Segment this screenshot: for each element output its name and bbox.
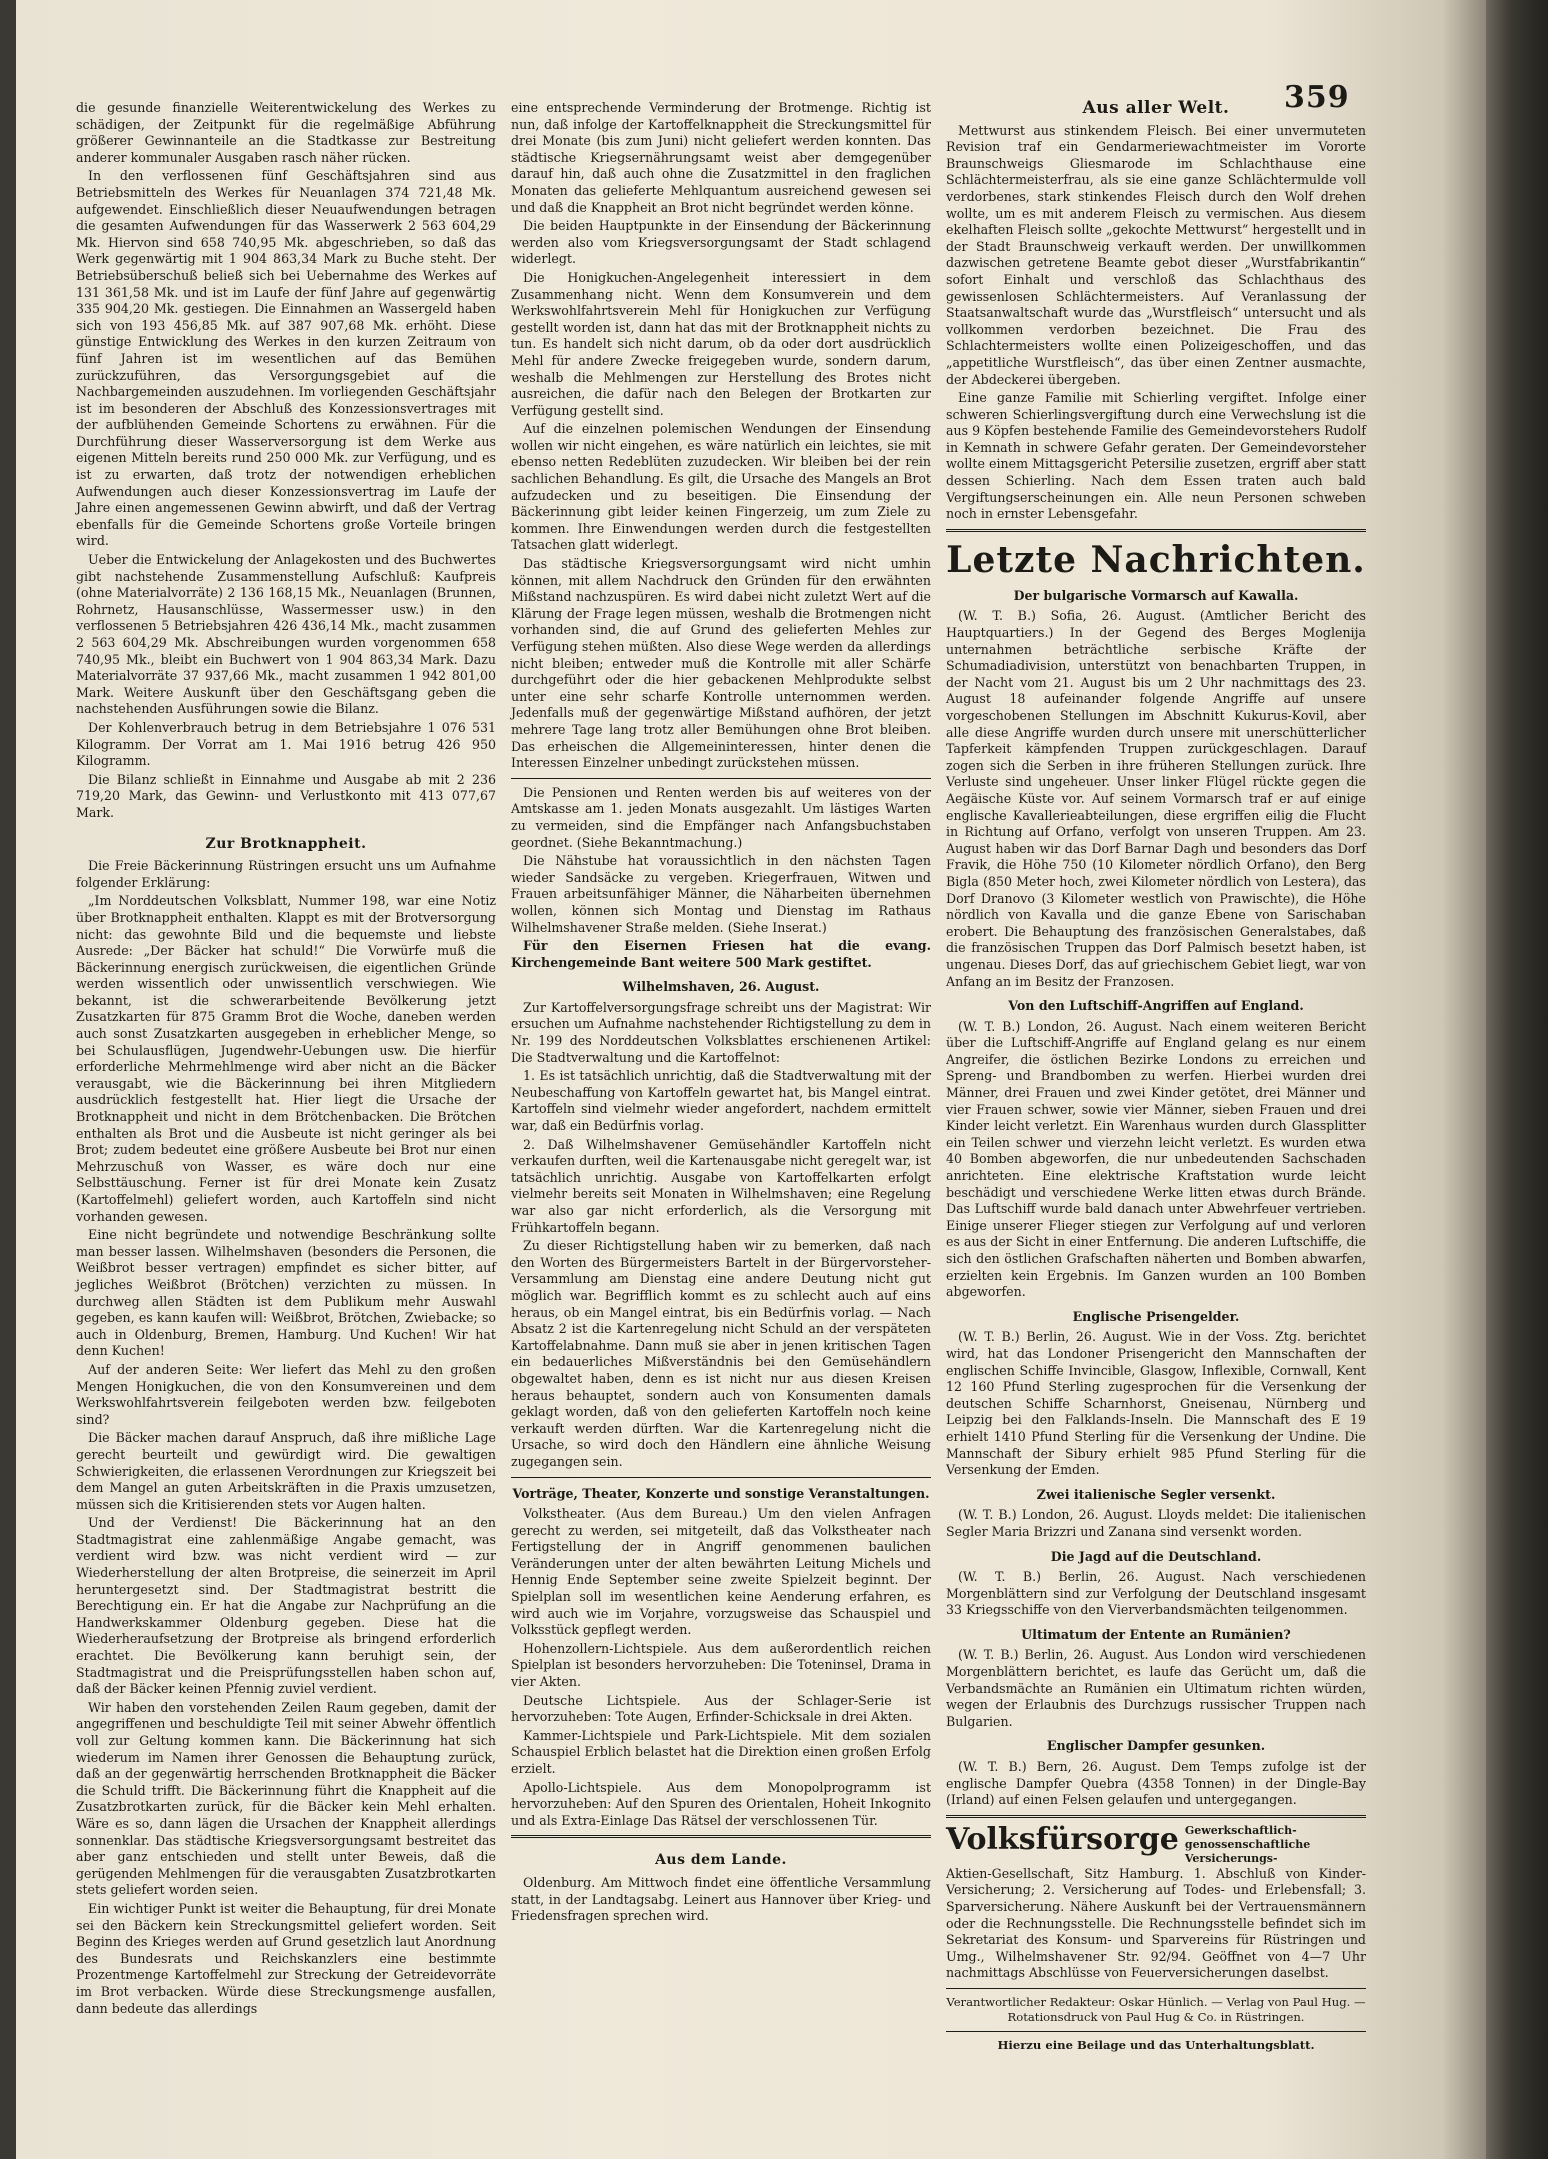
news-item-text: (W. T. B.) Berlin, 26. August. Wie in der Voss. Ztg. berichtet wird, hat das Londoner Prisengericht den Mannschaften der englischen Schiffe Invincible, Glasgow, Inflexible, Cornwall, Kent 12 160 Pfund Sterling zugesprochen für die Versenkung der deutschen Schiffe Scharnhorst, Gneisenau, Nürnberg und Leipzig bei den Falklands-Inseln. Die Mannschaft des E 19 erhielt 1410 Pfund Sterling für die Versenkung der Undine. Die Mannschaft der Sibury erhielt 985 Pfund Sterling für die Versenkung der Emden.	[946, 1329, 1366, 1478]
newspaper-page	[16, 0, 1486, 2159]
news-item-text: (W. T. B.) Berlin, 26. August. Nach verschiedenen Morgenblättern sind zur Verfolgung der Deutschland insgesamt 33 Kriegsschiffe von den Vierverbandsmächten teilgenommen.	[946, 1569, 1366, 1618]
news-item-title: Englischer Dampfer gesunken.	[1046, 1738, 1266, 1754]
local-note: Die Nähstube hat voraussichtlich in den nächsten Tagen wieder Sandsäcke zu vergeben. Kriegerfrauen, Witwen und Frauen arbeitsunfähiger Männer, die Näharbeiten übernehmen wollen, können sich Montag und Dienstag im Rathaus Wilhelmshavener Straße melden. (Siehe Inserat.)	[511, 853, 931, 935]
article-paragraph: Die Honigkuchen-Angelegenheit interessiert in dem Zusammenhang nicht. Wenn dem Konsumverein und dem Werkswohlfahrtsverein Mehl für Honigkuchen zur Verfügung gestellt worden ist, dann hat das mit der Brotknappheit nichts zu tun. Es handelt sich nicht darum, ob da oder dort ausdrücklich Mehl für andere Zwecke freigegeben wurde, sondern darum, weshalb die Mehlmengen zur Herstellung des Brotes nicht ausreichen, die dafür nach den Belegen der Brotkarten zur Verfügung gestellt sind.	[511, 269, 931, 418]
scan-border-left	[0, 0, 16, 2159]
column-1	[76, 100, 496, 2019]
article-paragraph: Eine ganze Familie mit Schierling vergiftet. Infolge einer schweren Schierlingsvergiftung durch eine Verwechslung ist die aus 9 Köpfen bestehende Familie des Gemeindevorstehers Rudolf in Kemnath in schwere Gefahr geraten. Der Gemeindevorsteher wollte einem Mittagsgericht Petersilie zusetzen, ergriff aber statt dessen Schierling. Nach dem Essen traten auch bald Vergiftungserscheinungen ein. Alle neun Personen schweben noch in ernster Lebensgefahr.	[946, 390, 1366, 522]
article-paragraph: Ein wichtiger Punkt ist weiter die Behauptung, für drei Monate sei den Bäckern kein Streckungsmittel geliefert worden. Seit Beginn des Krieges werden auf Grund gesetzlich laut Anordnung des Bundesrats und Reichskanzlers eine bestimmte Prozentmenge Kartoffelmehl zur Streckung der Getreidevorräte im Brot verbacken. Würde diese Streckungsmenge ausfallen, dann bedeute das allerdings	[76, 1900, 496, 2016]
section-heading-brot: Zur Brotknappheit.	[205, 835, 367, 852]
article-paragraph: Die Bilanz schließt in Einnahme und Ausgabe ab mit 2 236 719,20 Mark, das Gewinn- und Verlustkonto mit 413 077,67 Mark.	[76, 771, 496, 820]
article-paragraph: Zu dieser Richtigstellung haben wir zu bemerken, daß nach den Worten des Bürgermeisters Bartelt in der Bürgervorsteher-Versammlung am Dienstag eine andere Deutung nicht gut möglich war. Begrifflich kommt es zu schlecht auch auf eins heraus, ob ein Mangel eintrat, bis ein Bedürfnis vorlag. — Nach Absatz 2 ist die Kartenregelung nicht Schuld an der verspäteten Kartoffelabnahme. Dann muß sie aber in jenen kritischen Tagen ein bedauerliches Mißverständnis bei den Gemüsehändlern obgewaltet haben, denn es ist nicht nur aus diesen Kreisen heraus behauptet, sondern auch von Konsumenten damals geklagt worden, daß von den gelieferten Kartoffeln noch keine verkauft werden dürften. War die Kartenregelung nicht die Ursache, so wird doch den Händlern eine ähnliche Weisung zugegangen sein.	[511, 1238, 931, 1469]
article-paragraph: 2. Daß Wilhelmshavener Gemüsehändler Kartoffeln nicht verkaufen durften, weil die Kartenausgabe nicht geregelt war, ist tatsächlich unrichtig. Ausgabe von Kartoffelkarten erfolgt vielmehr bereits seit Monaten in Wilhelmshaven; eine Regelung war also gar nicht erforderlich, als die Versorgung mit Frühkartoffeln begann.	[511, 1136, 931, 1235]
news-item-title: Der bulgarische Vormarsch auf Kawalla.	[1013, 587, 1299, 603]
article-paragraph: Die beiden Hauptpunkte in der Einsendung der Bäckerinnung werden also vom Kriegsversorgungsamt der Stadt schlagend widerlegt.	[511, 218, 931, 267]
news-item-text: (W. T. B.) Bern, 26. August. Dem Temps zufolge ist der englische Dampfer Quebra (4358 Tonnen) in der Dingle-Bay (Irland) auf einen Felsen gelaufen und untergegangen.	[946, 1759, 1366, 1808]
article-paragraph: eine entsprechende Verminderung der Brotmenge. Richtig ist nun, daß infolge der Kartoffelknappheit die Streckungsmittel für drei Monate (bis zum Juni) nicht geliefert werden konnten. Das städtische Kriegsernährungsamt weist aber demgegenüber darauf hin, daß auch ohne die Zusatzmittel in den fraglichen Monaten das gelieferte Mehlquantum ausreichend gewesen sei und daß die Knappheit an Brot nicht begründet werden könne.	[511, 100, 931, 215]
article-paragraph: Oldenburg. Am Mittwoch findet eine öffentliche Versammlung statt, in der Landtagsabg. Leinert aus Hannover über Krieg- und Friedensfragen sprechen wird.	[511, 1874, 931, 1924]
news-item-text: (W. T. B.) Sofia, 26. August. (Amtlicher Bericht des Hauptquartiers.) In der Gegend des Berges Moglenija unternahmen beträchtliche serbische Kräfte der Schumadiadivision, unterstützt von benachbarten Truppen, in der Nacht vom 21. August bis um 2 Uhr nachmittags des 23. August 18 aufeinander folgende Angriffe auf unsere vorgeschobenen Stellungen im Abschnitt Kukurus-Kovil, aber alle diese Angriffe wurden durch unsere mit unerschütterlicher Tapferkeit kämpfenden Truppen zurückgeschlagen. Darauf zogen sich die Serben in ihre früheren Stellungen zurück. Ihre Verluste sind ungeheuer. Unser linker Flügel rückte gegen die Aegäische Küste vor. Auf seinem Vormarsch traf er auf einige englische Kavallerieabteilungen, diese ergriffen eilig die Flucht in Richtung auf Orfano, verfolgt von unseren Truppen. Am 23. August haben wir das Dorf Barnar Dagh und besonders das Dorf Fravik, die Höhe 750 (10 Kilometer nördlich Orfano), den Berg Bigla (850 Meter hoch, zwei Kilometer nördlich von Lestera), das Dorf Dranovo (3 Kilometer westlich von Prawischte), die Höhe nördlich von Kavalla und die ganze Ebene von Sarischaban erobert. Die Behauptung des französischen Generalstabes, daß die französischen Truppen das Dorf Palmisch besetzt haben, ist ungenau. Dieses Dorf, das auf griechischem Gebiet liegt, war von Anfang an im Besitz der Franzosen.	[946, 608, 1366, 989]
news-item-title: Die Jagd auf die Deutschland.	[1050, 1548, 1262, 1564]
page-number: 359	[1284, 80, 1350, 115]
divider	[946, 529, 1366, 532]
article-paragraph: Volkstheater. (Aus dem Bureau.) Um den vielen Anfragen gerecht zu werden, sei mitgeteilt, daß das Volkstheater nach Fertigstellung der in Angriff genommenen baulichen Veränderungen unter der alten bewährten Leitung Michels und Hennig Ende September seine zweite Spielzeit beginnt. Der Spielplan soll im wesentlichen keine Aenderung erfahren, es wird auch wie im Vorjahre, vorzugsweise das Schauspiel und Volksstück gepflegt werden.	[511, 1506, 931, 1638]
article-paragraph: Das städtische Kriegsversorgungsamt wird nicht umhin können, mit allem Nachdruck den Gründen für den erwähnten Mißstand nachzuspüren. Es wird dabei nicht zuletzt Wert auf die Klärung der Frage legen müssen, weshalb die Brotmengen nicht vorhanden sind, die auf Grund des gelieferten Mehles zur Verfügung stehen müßten. Also diese Wege werden da allerdings nicht bleiben; entweder muß die Kontrolle mit aller Schärfe durchgeführt oder die hier gebackenen Mehlprodukte selbst unter eine sehr scharfe Kontrolle unternommen werden. Jedenfalls muß der gegenwärtige Mißstand aufhören, der jetzt mehrere Tage lang trotz aller Bemühungen ohne Brot bleiben. Das erheischen die Allgemeininteressen, hinter denen die Interessen Einzelner unbedingt zurückstehen müssen.	[511, 556, 931, 771]
article-paragraph: Deutsche Lichtspiele. Aus der Schlager-Serie ist hervorzuheben: Tote Augen, Erfinder-Schicksale in drei Akten.	[511, 1692, 931, 1725]
supplement-note: Hierzu eine Beilage und das Unterhaltungsblatt.	[997, 2037, 1315, 2052]
book-spine	[1486, 0, 1548, 2159]
news-item-title: Zwei italienische Segler versenkt.	[1036, 1486, 1276, 1502]
article-paragraph: In den verflossenen fünf Geschäftsjahren sind aus Betriebsmitteln des Werkes für Neuanlagen 374 721,48 Mk. aufgewendet. Einschließlich dieser Neuaufwendungen betragen die gesamten Aufwendungen für das Wasserwerk 2 563 604,29 Mk. Hiervon sind 658 740,95 Mk. abgeschrieben, so daß das Werk gegenwärtig mit 1 904 863,34 Mark zu Buche steht. Der Betriebsüberschuß beließ sich bei Uebernahme des Werkes auf 131 361,58 Mk. und ist im Laufe der fünf Jahre auf gegenwärtig 335 904,20 Mk. gestiegen. Die Einnahmen an Wassergeld haben sich von 193 456,85 Mk. auf 387 907,68 Mk. erhöht. Diese günstige Entwicklung des Werkes in den kurzen Zeitraum von fünf Jahren ist im wesentlichen auf das Bemühen zurückzuführen, das Versorgungsgebiet auf die Nachbargemeinden auszudehnen. Im vorliegenden Geschäftsjahr ist im besonderen der Abschluß des Konzessionsvertrages mit der aufblühenden Gemeinde Schortens zu erwähnen. Für die Durchführung dieser Wasserversorgung ist dem Werke aus eigenen Mitteln bereits rund 250 000 Mk. zur Verfügung, und es ist zu erwarten, daß trotz der notwendigen erheblichen Aufwendungen auch dieser Konzessionsvertrag im Laufe der Jahre einen angemessenen Gewinn abwirft, und daß der Vertrag ebenfalls für die Gemeinde Schortens große Vorteile bringen wird.	[76, 168, 496, 549]
article-paragraph: Der Kohlenverbrauch betrug in dem Betriebsjahre 1 076 531 Kilogramm. Der Vorrat am 1. Mai 1916 betrug 426 950 Kilogramm.	[76, 719, 496, 769]
dateline-date: 26. August.	[738, 979, 820, 995]
news-item-text: (W. T. B.) London, 26. August. Nach einem weiteren Bericht über die Luftschiff-Angriffe auf England gelang es nur einem Angreifer, die östlichen Bezirke Londons zu erreichen und Spreng- und Brandbomben zu werfen. Hierbei wurden drei Männer, drei Frauen und zwei Kinder getötet, drei Männer und vier Frauen schwer, sowie vier Männer, sieben Frauen und drei Kinder leicht verletzt. Ein Warenhaus wurden durch Glassplitter ein Teilen schwer und vierzehn leicht verletzt. Es wurden etwa 40 Bomben abgeworfen, die nur unbedeutenden Sachschaden anrichteten. Eine elektrische Kraftstation wurde leicht beschädigt und verschiedene Werke litten etwas durch Brände. Das Luftschiff wurde bald danach unter Abwehrfeuer vertrieben. Einige unserer Flieger stiegen zur Verfolgung auf und verloren es aus der Sicht in einer Entfernung. Die anderen Luftschiffe, die sich den östlichen Grafschaften näherten und Bomben abwarfen, erzielten kein Ergebnis. Im Ganzen wurden an 100 Bomben abgeworfen.	[946, 1018, 1366, 1300]
article-paragraph: Apollo-Lichtspiele. Aus dem Monopolprogramm ist hervorzuheben: Auf den Spuren des Orientalen, Hoheit Inkognito und als Extra-Einlage Das Rätsel der verschlossenen Tür.	[511, 1779, 931, 1828]
volksfuersorge-ad-text: Aktien-Gesellschaft, Sitz Hamburg. 1. Abschluß von Kinder-Versicherung; 2. Versicherung auf Todes- und Erlebensfall; 3. Sparversicherung. Nähere Auskunft bei der Vertrauensmännern oder die Rechnungsstelle. Die Rechnungsstelle befindet sich im Sekretariat des Konsum- und Sparvereins für Rüstringen und Umg., Wilhelmshavener Str. 92/94. Geöffnet von 4—7 Uhr nachmittags Abschlüsse von Feuerversicherungen daselbst.	[946, 1865, 1366, 1981]
volksfuersorge-logo: Volksfürsorge	[946, 1821, 1179, 1857]
article-paragraph: Zur Kartoffelversorgungsfrage schreibt uns der Magistrat: Wir ersuchen um Aufnahme nachstehender Richtigstellung zu dem in Nr. 199 des Norddeutschen Volksblattes erschienenen Artikel: Die Stadtverwaltung und die Kartoffelnot:	[511, 999, 931, 1065]
section-heading-vortraege: Vorträge, Theater, Konzerte und sonstige Veranstaltungen.	[512, 1485, 930, 1501]
article-paragraph: 1. Es ist tatsächlich unrichtig, daß die Stadtverwaltung mit der Neubeschaffung von Kartoffeln gewartet hat, bis Mangel eintrat. Kartoffeln sind vielmehr wieder angefordert, nachdem ermittelt war, daß ein Bedürfnis vorlag.	[511, 1068, 931, 1134]
divider	[946, 1988, 1366, 1989]
imprint: Verantwortlicher Redakteur: Oskar Hünlich. — Verlag von Paul Hug. — Rotationsdruck von Paul Hug & Co. in Rüstringen.	[946, 1994, 1366, 2024]
article-paragraph: die gesunde finanzielle Weiterentwickelung des Werkes zu schädigen, der Zeitpunkt für die regelmäßige Abführung größerer Gewinnanteile an die Stadtkasse zur Bestreitung anderer kommunaler Ausgaben rasch näher rücken.	[76, 100, 496, 165]
divider	[946, 1815, 1366, 1818]
article-paragraph: Mettwurst aus stinkendem Fleisch. Bei einer unvermuteten Revision traf ein Gendarmeriewachtmeister im Vororte Braunschweigs Gliesmarode im Schlachthause eine Schlächtermeisterfrau, als sie eine ganze Schlächtermulde voll verdorbenes, stark stinkendes Fleisch durch den Wolf drehen wollte, um es mit anderem Fleisch zu vermischen. Aus diesem ekelhaften Fleisch sollte „gekochte Mettwurst“ hergestellt und in der Stadt Braunschweig verkauft werden. Der unwillkommen dazwischen getretene Beamte gebot dieser „Wurstfabrikantin“ sofort Einhalt und verschloß das Schlachthaus des gewissenlosen Schlächtermeisters. Auf Veranlassung der Staatsanwaltschaft wurde das „Wurstfleisch“ untersucht und als vollkommen verdorben bezeichnet. Die Frau des Schlachtermeisters wollte einen Polizeigeschoffen, und das „appetitliche Wurstfleisch“, das über einen Zentner ausmachte, der Abdeckerei übergeben.	[946, 122, 1366, 387]
section-heading-welt: Aus aller Welt.	[1082, 98, 1230, 118]
article-paragraph: Auf der anderen Seite: Wer liefert das Mehl zu den großen Mengen Honigkuchen, die von den Konsumvereinen und dem Werkswohlfahrtsverein feilgeboten werden bzw. feilgeboten sind?	[76, 1361, 496, 1427]
news-item-title: Englische Prisengelder.	[1072, 1308, 1240, 1324]
news-item-text: (W. T. B.) London, 26. August. Lloyds meldet: Die italienischen Segler Maria Brizzri und Zanana sind versenkt worden.	[946, 1507, 1366, 1539]
dateline-place: Wilhelmshaven,	[622, 979, 735, 995]
dateline	[511, 979, 931, 996]
article-paragraph: Und der Verdienst! Die Bäckerinnung hat an den Stadtmagistrat eine zahlenmäßige Angabe gemacht, was verdient wird bzw. was nicht verdient wird — zur Wiederherstellung der alten Brotpreise, die seinerzeit im April heruntergesetzt sind. Der Stadtmagistrat bestritt die Berechtigung ein. Er hat die Angabe zur Nachprüfung an die Handwerkskammer Oldenburg gegeben. Diese hat die Wiederheraufsetzung der Brotpreise als bringend erforderlich erachtet. Die Bevölkerung kann beruhigt sein, der Stadtmagistrat und die Preisprüfungsstellen haben schon auf, daß der Bäcker keinen Pfennig zuviel verdient.	[76, 1515, 496, 1697]
article-paragraph: Eine nicht begründete und notwendige Beschränkung sollte man besser lassen. Wilhelmshaven (besonders die Personen, die Weißbrot besser vertragen) empfindet es sicher bitter, auf jegliches Weißbrot (Brötchen) verzichten zu müssen. In durchweg allen Städten ist dem Publikum mehr Auswahl gegeben, es kann kaufen will: Weißbrot, Brötchen, Zwiebacke; so auch in Oldenburg, Bremen, Hamburg. Und Kuchen! Wir hat denn Kuchen!	[76, 1227, 496, 1359]
divider	[946, 2031, 1366, 2032]
article-paragraph: Die Bäcker machen darauf Anspruch, daß ihre mißliche Lage gerecht beurteilt und gewürdigt wird. Die gewaltigen Schwierigkeiten, die erlassenen Verordnungen zur Kriegszeit bei dem Mangel an guten Arbeitskräften in die Praxis umzusetzen, müssen sich die Kritisierenden stets vor Augen halten.	[76, 1430, 496, 1512]
news-item-title: Von den Luftschiff-Angriffen auf England.	[1008, 998, 1304, 1014]
article-paragraph: Auf die einzelnen polemischen Wendungen der Einsendung wollen wir nicht eingehen, es wäre natürlich ein leichtes, sie mit ebenso netten Redeblüten zuzudecken. Wir bleiben bei der rein sachlichen Behandlung. Es gilt, die Ursache des Mangels an Brot aufzudecken und zu beseitigen. Die Einsendung der Bäckerinnung gibt leider keinen Fingerzeig, um zum Ziele zu kommen. Ihre Einwendungen werden durch die festgestellten Tatsachen glatt widerlegt.	[511, 421, 931, 553]
article-paragraph: Ueber die Entwickelung der Anlagekosten und des Buchwertes gibt nachstehende Zusammenstellung Aufschluß: Kaufpreis (ohne Materialvorräte) 2 136 168,15 Mk., Neuanlagen (Brunnen, Rohrnetz, Hausanschlüsse, Wassermesser usw.) in den verflossenen 5 Betriebsjahren 426 436,14 Mk., macht zusammen 2 563 604,29 Mk. Abschreibungen wurden vorgenommen 658 740,95 Mk., bleibt ein Buchwert von 1 904 863,34 Mark. Dazu Materialvorräte 37 937,66 Mk., macht zusammen 1 942 801,00 Mark. Weitere Auskunft über den Geschäftsgang geben die nachstehenden Ausführungen sowie die Bilanz.	[76, 552, 496, 717]
article-paragraph: „Im Norddeutschen Volksblatt, Nummer 198, war eine Notiz über Brotknappheit enthalten. Klappt es mit der Brotversorgung nicht: das gewohnte Bild und die bequemste und liebste Ausrede: „Der Bäcker hat schuld!“ Die Vorwürfe muß die Bäckerinnung energisch zurückweisen, die eigentlichen Gründe werden wissentlich oder unwissentlich verschwiegen. Wie bekannt, ist die schwerarbeitende Bevölkerung jetzt Zusatzkarten für 875 Gramm Brot die Woche, daneben werden auch sonst Zusatzkarten ausgegeben in erheblicher Menge, so bei Schulausflügen, Jugendwehr-Uebungen usw. Die hierfür erforderliche Mehrmehlmenge wird aber nicht an die Bäcker verausgabt, wie die Bäckerinnung bei ihren Mitgliedern ausdrücklich festgestellt hat. Hier liegt die Ursache der Brotknappheit und nicht in dem Brötchenbacken. Die Brötchen enthalten als Brot und die Ausbeute ist nicht geringer als bei Brot; zudem bedeutet eine größere Ausbeute bei Brot nur einen Mehrzuschuß von Wasser, es wäre doch nur eine Selbsttäuschung. Ferner ist für drei Monate kein Zusatz (Kartoffelmehl) geliefert worden, auch Kartoffeln sind nicht vorhanden gewesen.	[76, 893, 496, 1224]
volksfuersorge-subtitle: Gewerkschaftlich-genossenschaftliche Versicherungs-	[1184, 1823, 1311, 1865]
local-note: Für den Eisernen Friesen hat die evang. Kirchengemeinde Bant weitere 500 Mark gestiftet.	[511, 938, 931, 970]
column-3	[946, 100, 1366, 2053]
local-note: Die Pensionen und Renten werden bis auf weiteres von der Amtskasse am 1. jeden Monats ausgezahlt. Um lästiges Warten zu vermeiden, sind die Empfänger nach Anfangsbuchstaben geordnet. (Siehe Bekanntmachung.)	[511, 784, 931, 850]
divider	[511, 778, 931, 779]
news-item-text: (W. T. B.) Berlin, 26. August. Aus London wird verschiedenen Morgenblättern berichtet, es laufe das Gerücht um, daß die Verbandsmächte an Rumänien ein Ultimatum richten würden, wegen der Erlaubnis des Durchzugs russischer Truppen nach Bulgarien.	[946, 1647, 1366, 1729]
divider	[511, 1477, 931, 1478]
article-paragraph: Kammer-Lichtspiele und Park-Lichtspiele. Mit dem sozialen Schauspiel Erblich belastet hat die Direktion einen großen Erfolg erzielt.	[511, 1727, 931, 1776]
divider	[511, 1835, 931, 1838]
section-heading-lande: Aus dem Lande.	[655, 1852, 787, 1869]
volksfuersorge-ad-header	[946, 1821, 1366, 1866]
article-paragraph: Wir haben den vorstehenden Zeilen Raum gegeben, damit der angegriffenen und beschuldigte Teil mit seiner Abwehr öffentlich voll zur Geltung kommen kann. Die Bäckerinnung hat sich wiederum im Namen ihrer Genossen die Behauptung zurück, daß an der gegenwärtig herrschenden Brotknappheit die Bäcker die Schuld trifft. Die Bäckerinnung führt die Knappheit auf die Zusatzbrotkarten zurück, für die Bäcker kein Mehl erhalten. Wäre es so, dann lägen die Ursachen der Knappheit allerdings sonnenklar. Das städtische Kriegsversorgungsamt bestreitet das aber ganz entschieden und stellt unter Beweis, daß die gerügenden Mehlmengen für die verausgabten Zusatzbrotkarten stets geliefert worden seien.	[76, 1699, 496, 1898]
news-list	[946, 588, 1366, 1809]
article-paragraph: Die Freie Bäckerinnung Rüstringen ersucht uns um Aufnahme folgender Erklärung:	[76, 858, 496, 890]
article-paragraph: Hohenzollern-Lichtspiele. Aus dem außerordentlich reichen Spielplan ist besonders hervorzuheben: Die Toteninsel, Drama in vier Akten.	[511, 1640, 931, 1690]
letzte-nachrichten-title: Letzte Nachrichten.	[946, 538, 1366, 581]
column-2	[511, 100, 931, 1927]
news-item-title: Ultimatum der Entente an Rumänien?	[1021, 1626, 1291, 1642]
